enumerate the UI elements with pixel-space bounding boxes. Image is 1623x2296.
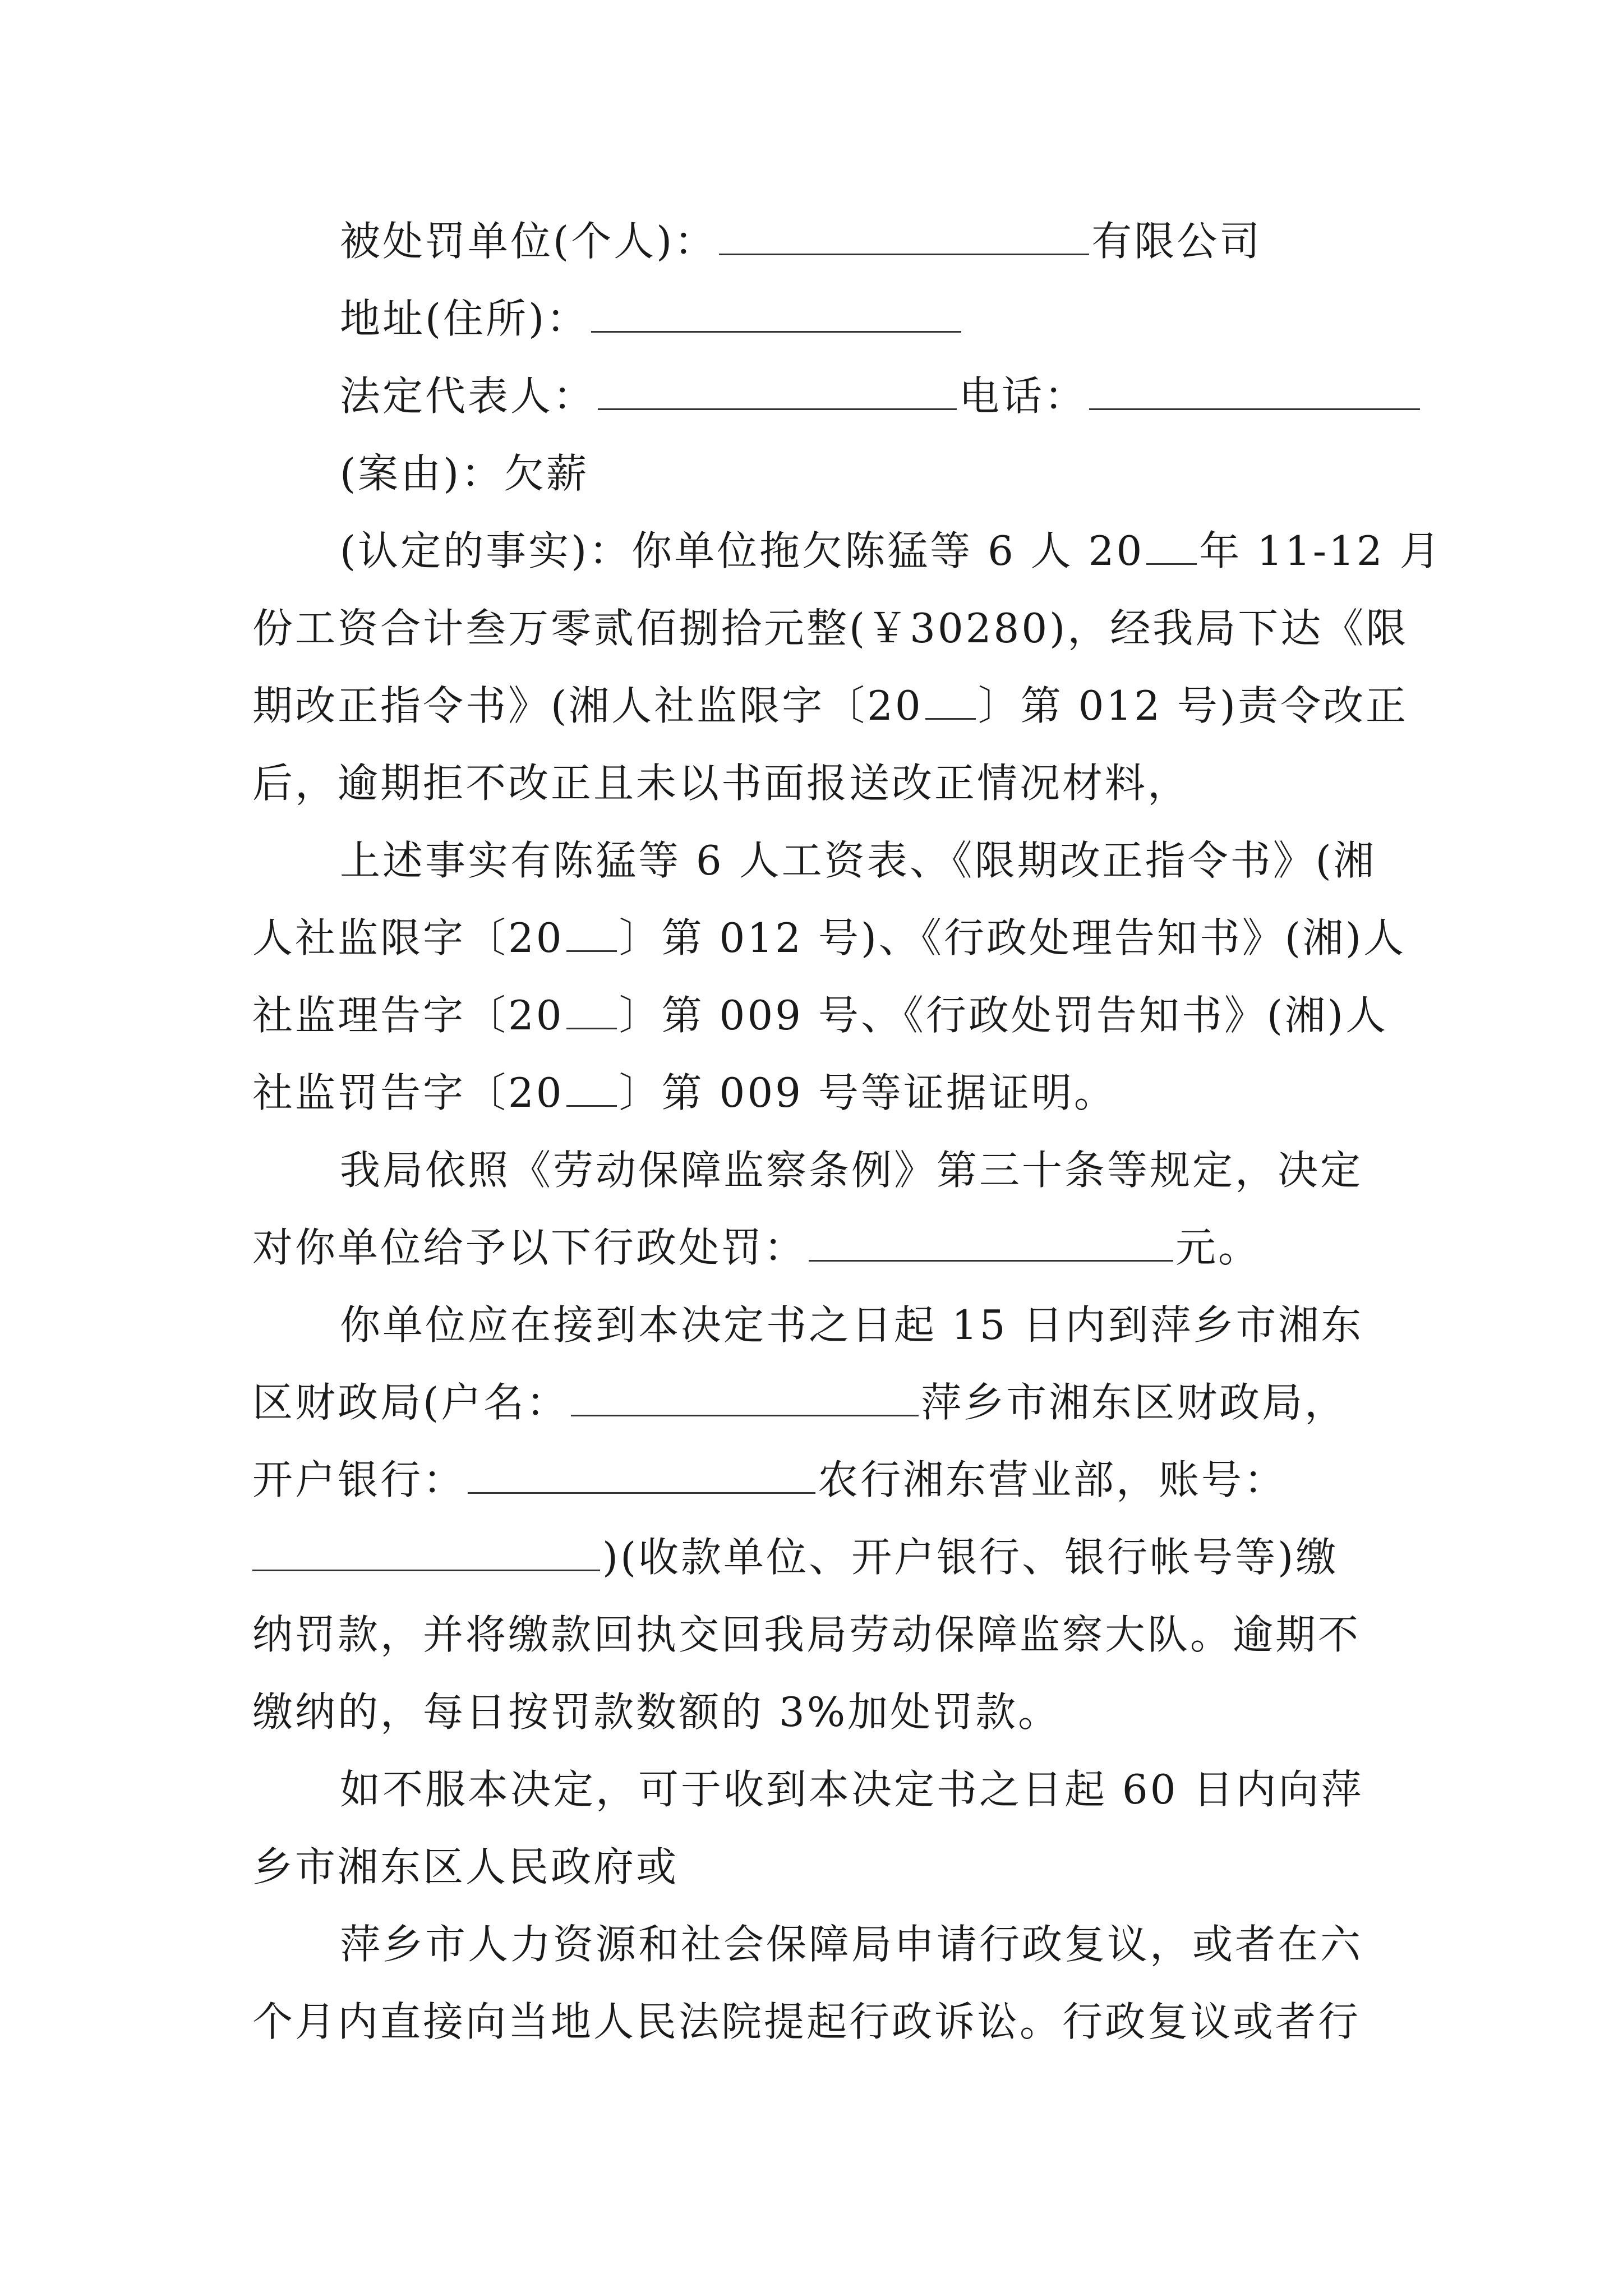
evidence-line-1 <box>340 832 1383 889</box>
evidence-text-1: 上述事实有陈猛等 6 人工资表、《限期改正指令书》(湘 <box>340 837 1376 884</box>
payment-text-5: 纳罚款，并将缴款回执交回我局劳动保障监察大队。逾期不 <box>252 1611 1361 1658</box>
facts-text-2: 份工资合计叁万零贰佰捌拾元整(￥30280)，经我局下达《限 <box>252 605 1409 652</box>
legal-rep-label: 法定代表人： <box>340 372 596 420</box>
account-number-blank <box>252 1536 600 1571</box>
decision-text-1: 我局依照《劳动保障监察条例》第三十条等规定，决定 <box>340 1147 1363 1194</box>
facts-text-4: 后，逾期拒不改正且未以书面报送改正情况材料， <box>252 760 1191 807</box>
legal-rep-line <box>340 368 1383 424</box>
payment-line-5 <box>252 1607 1374 1663</box>
evidence-text-3b: 〕第 009 号、《行政处罚告知书》(湘)人 <box>619 992 1389 1039</box>
payment-line-4 <box>252 1529 1374 1585</box>
payment-text-6: 缴纳的，每日按罚款数额的 3%加处罚款。 <box>252 1688 1061 1736</box>
address-label: 地址(住所)： <box>340 295 589 342</box>
bank-blank <box>468 1458 815 1494</box>
decision-text-2a: 对你单位给予以下行政处罚： <box>252 1224 807 1271</box>
year-blank <box>566 1071 617 1107</box>
year-blank <box>1146 530 1197 565</box>
payment-text-3a: 开户银行： <box>252 1456 466 1503</box>
year-blank <box>925 684 976 720</box>
account-name-blank <box>571 1381 919 1416</box>
payment-text-2a: 区财政局(户名： <box>252 1379 569 1426</box>
evidence-text-4a: 社监罚告字〔20 <box>252 1069 564 1116</box>
evidence-text-2b: 〕第 012 号)、《行政处理告知书》(湘)人 <box>619 914 1407 961</box>
facts-text-1a: (认定的事实)：你单位拖欠陈猛等 6 人 20 <box>340 527 1145 574</box>
decision-line-1 <box>340 1142 1383 1198</box>
facts-text-3a: 期改正指令书》(湘人社监限字〔20 <box>252 682 923 729</box>
legal-rep-blank <box>598 375 957 410</box>
review-line-1 <box>340 1916 1383 1972</box>
payment-text-2b: 萍乡市湘东区财政局， <box>921 1379 1348 1426</box>
review-text-2: 个月内直接向当地人民法院提起行政诉讼。行政复议或者行 <box>252 1998 1361 2045</box>
evidence-line-4 <box>252 1065 1374 1121</box>
review-text-1: 萍乡市人力资源和社会保障局申请行政复议，或者在六 <box>340 1921 1363 1968</box>
facts-line-3 <box>252 678 1409 734</box>
penalized-party-line <box>340 213 1383 269</box>
fine-amount-blank <box>809 1226 1173 1262</box>
year-blank <box>566 994 617 1029</box>
payment-text-4b: )(收款单位、开户银行、银行帐号等)缴 <box>602 1534 1339 1581</box>
penalized-party-label: 被处罚单位(个人)： <box>340 218 717 265</box>
case-reason-text: (案由)：欠薪 <box>340 450 589 497</box>
payment-text-3b: 农行湘东营业部，账号： <box>818 1456 1287 1503</box>
review-line-2 <box>252 1994 1374 2050</box>
case-reason-line <box>340 445 1383 501</box>
phone-blank <box>1089 375 1420 410</box>
year-blank <box>566 917 617 952</box>
evidence-text-2a: 人社监限字〔20 <box>252 914 564 961</box>
payment-line-6 <box>252 1684 1374 1740</box>
facts-text-1b: 年 11-12 月 <box>1199 527 1442 574</box>
company-suffix: 有限公司 <box>1091 218 1262 265</box>
facts-text-3b: 〕第 012 号)责令改正 <box>978 682 1409 729</box>
payment-line-2 <box>252 1374 1374 1430</box>
evidence-line-3 <box>252 987 1389 1043</box>
decision-text-2b: 元。 <box>1175 1224 1261 1271</box>
payment-line-3 <box>252 1452 1374 1508</box>
address-line <box>340 291 1383 347</box>
payment-line-1 <box>340 1297 1383 1353</box>
appeal-line-1 <box>340 1761 1383 1818</box>
evidence-text-3a: 社监理告字〔20 <box>252 992 564 1039</box>
address-blank <box>591 297 961 333</box>
evidence-line-2 <box>252 910 1407 966</box>
facts-line-4 <box>252 755 1374 811</box>
evidence-text-4b: 〕第 009 号等证据证明。 <box>619 1069 1117 1116</box>
appeal-line-2 <box>252 1839 1374 1895</box>
facts-line-1 <box>340 523 1442 579</box>
payment-text-1: 你单位应在接到本决定书之日起 15 日内到萍乡市湘东 <box>340 1301 1364 1349</box>
phone-label: 电话： <box>959 372 1087 420</box>
decision-line-2 <box>252 1220 1374 1276</box>
appeal-text-1: 如不服本决定，可于收到本决定书之日起 60 日内向萍 <box>340 1766 1364 1813</box>
penalized-party-blank <box>719 220 1089 255</box>
facts-line-2 <box>252 600 1409 656</box>
appeal-text-2: 乡市湘东区人民政府或 <box>252 1843 679 1890</box>
